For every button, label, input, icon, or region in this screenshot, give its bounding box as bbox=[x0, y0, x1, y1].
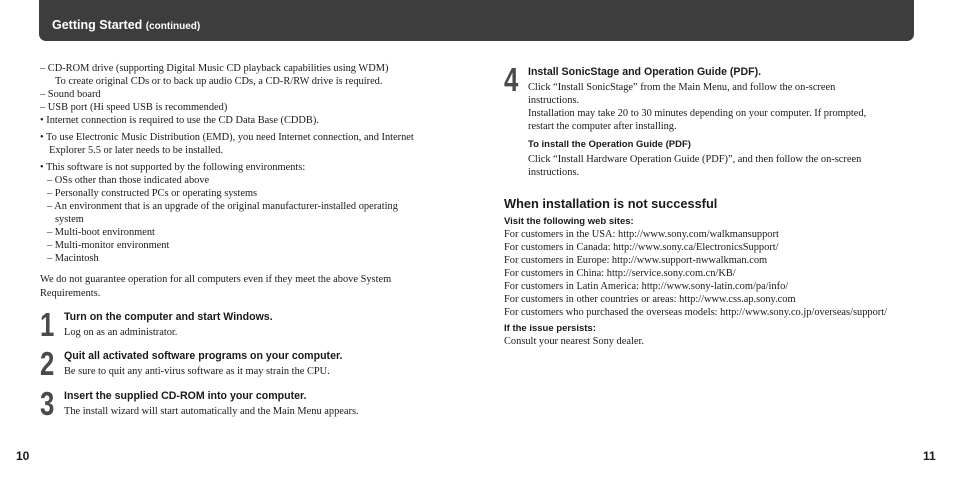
env-item: – OSs other than those indicated above bbox=[47, 175, 210, 186]
section-header-title bbox=[52, 18, 200, 32]
step-number: 2 bbox=[40, 345, 55, 382]
guarantee-note-l1: We do not guarantee operation for all computers even if they meet the above System bbox=[40, 274, 392, 285]
page-number-left: 10 bbox=[16, 449, 30, 463]
bullet-unsupported: • This software is not supported by the following environments: bbox=[40, 162, 306, 173]
step-body: Be sure to quit any anti-virus software as it may strain the CPU. bbox=[64, 366, 330, 377]
req-cdrom-note: To create original CDs or to back up audio CDs, a CD-R/RW drive is required. bbox=[55, 76, 383, 87]
step-body: The install wizard will start automatically and the Main Menu appears. bbox=[64, 406, 359, 417]
support-site: For customers who purchased the overseas models: http://www.sony.co.jp/overseas/support/ bbox=[504, 307, 888, 318]
persist-title: If the issue persists: bbox=[504, 323, 596, 334]
bullet-emd-l2: Explorer 5.5 or later needs to be installed. bbox=[49, 145, 223, 156]
left-column bbox=[40, 62, 460, 300]
step4-line: Installation may take 20 to 30 minutes depending on your computer. If prompted, bbox=[528, 108, 867, 119]
req-cdrom: – CD-ROM drive (supporting Digital Music CD playback capabilities using WDM) bbox=[40, 63, 389, 74]
support-site: For customers in China: http://service.sony.com.cn/KB/ bbox=[504, 268, 736, 279]
pdf-guide-line: Click “Install Hardware Operation Guide (PDF)”, and then follow the on-screen bbox=[528, 154, 862, 165]
env-item: system bbox=[55, 214, 84, 225]
env-item: – Multi-boot environment bbox=[47, 227, 155, 238]
step4-line: Click “Install SonicStage” from the Main Menu, and follow the on-screen bbox=[528, 82, 836, 93]
step-title: Turn on the computer and start Windows. bbox=[64, 311, 273, 323]
step-number: 1 bbox=[40, 306, 55, 343]
step4-line: restart the computer after installing. bbox=[528, 121, 677, 132]
support-site: For customers in the USA: http://www.sony.com/walkmansupport bbox=[504, 229, 779, 240]
req-usb: – USB port (Hi speed USB is recommended) bbox=[40, 102, 228, 113]
step-title: Quit all activated software programs on your computer. bbox=[64, 350, 343, 362]
support-site: For customers in Canada: http://www.sony.ca/ElectronicsSupport/ bbox=[504, 242, 779, 253]
env-item: – An environment that is an upgrade of the original manufacturer-installed operating bbox=[47, 201, 398, 212]
step-body bbox=[528, 81, 913, 179]
page-number-right: 11 bbox=[923, 449, 936, 463]
bullet-internet: • Internet connection is required to use the CD Data Base (CDDB). bbox=[40, 115, 319, 126]
troubleshooting-section bbox=[504, 197, 914, 348]
support-site: For customers in Europe: http://www.support-nwwalkman.com bbox=[504, 255, 768, 266]
pdf-guide-subtitle: To install the Operation Guide (PDF) bbox=[528, 139, 691, 150]
step-title: Insert the supplied CD-ROM into your computer. bbox=[64, 390, 307, 402]
step-title: Install SonicStage and Operation Guide (PDF). bbox=[528, 66, 762, 78]
step-number: 3 bbox=[40, 385, 55, 422]
guarantee-note-l2: Requirements. bbox=[40, 288, 101, 299]
persist-body: Consult your nearest Sony dealer. bbox=[504, 336, 644, 347]
env-item: – Macintosh bbox=[47, 253, 99, 264]
pdf-guide-line: instructions. bbox=[528, 167, 580, 178]
step4-line: instructions. bbox=[528, 95, 580, 106]
header-continued-text: (continued) bbox=[145, 21, 201, 32]
troubleshooting-title: When installation is not successful bbox=[504, 196, 718, 211]
step-body: Log on as an administrator. bbox=[64, 327, 178, 338]
support-site: For customers in Latin America: http://www.sony-latin.com/pa/info/ bbox=[504, 281, 789, 292]
env-item: – Multi-monitor environment bbox=[47, 240, 170, 251]
header-title-text: Getting Started bbox=[52, 18, 143, 32]
visit-sites-title: Visit the following web sites: bbox=[504, 216, 634, 227]
step-number: 4 bbox=[504, 61, 519, 98]
req-sound: – Sound board bbox=[40, 89, 101, 100]
bullet-emd-l1: • To use Electronic Music Distribution (EMD), you need Internet connection, and Internet bbox=[40, 132, 414, 143]
section-header-bar bbox=[39, 0, 914, 41]
env-item: – Personally constructed PCs or operating systems bbox=[47, 188, 258, 199]
support-site: For customers in other countries or areas: http://www.css.ap.sony.com bbox=[504, 294, 796, 305]
